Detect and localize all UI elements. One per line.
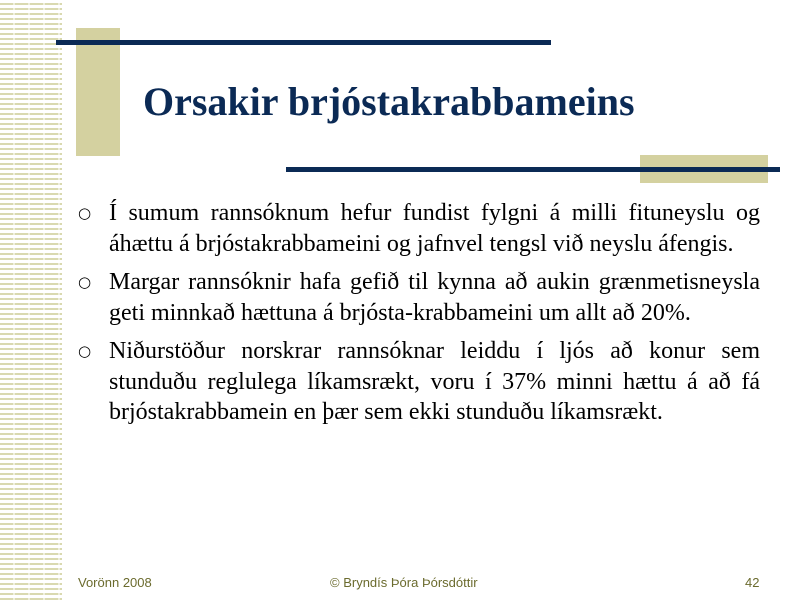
title-bottom-rule xyxy=(286,167,780,172)
slide-title: Orsakir brjóstakrabbameins xyxy=(143,79,635,124)
bullet-item xyxy=(78,336,760,428)
bullet-list xyxy=(78,198,760,436)
left-stripe-decoration xyxy=(0,0,62,600)
circle-bullet-icon: ○ xyxy=(78,342,92,360)
title-accent-block-left xyxy=(76,28,120,156)
bullet-item xyxy=(78,198,760,259)
footer-author: © Bryndís Þóra Þórsdóttir xyxy=(330,575,478,590)
bullet-text: Margar rannsóknir hafa gefið til kynna að aukin grænmetisneysla geti minnkað hættuna á brjósta-krabbameini um allt að 20%. xyxy=(109,269,760,326)
circle-bullet-icon: ○ xyxy=(78,204,92,222)
footer-page-number: 42 xyxy=(745,575,760,590)
bullet-item xyxy=(78,267,760,328)
bullet-text: Í sumum rannsóknum hefur fundist fylgni á milli fituneyslu og áhættu á brjóstakrabbameini og jafnvel tengsl við neyslu áfengis. xyxy=(109,200,760,257)
footer-semester: Vorönn 2008 xyxy=(78,575,152,590)
circle-bullet-icon: ○ xyxy=(78,273,92,291)
bullet-text: Niðurstöður norskrar rannsóknar leiddu í ljós að konur sem stunduðu reglulega líkamsrækt, voru í 37% minni hættu á að fá brjóstakrabbamein en þær sem ekki stunduðu líkamsrækt. xyxy=(109,338,760,425)
title-top-rule xyxy=(56,40,551,45)
